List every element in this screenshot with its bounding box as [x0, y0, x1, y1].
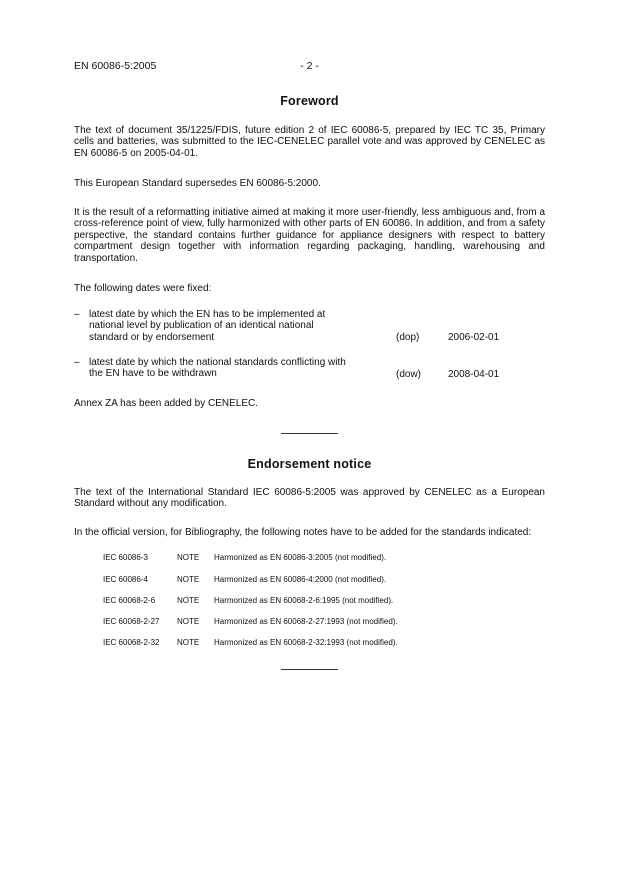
note-text: Harmonized as EN 60068-2-27:1993 (not modified). — [214, 617, 398, 626]
date-value: 2008-04-01 — [448, 369, 500, 380]
list-item-text: latest date by which the EN has to be implemented at national level by publication of an identical national standard or by endorsement — [89, 309, 326, 343]
note-standard: IEC 60068-2-27 — [103, 617, 160, 626]
foreword-paragraph-3: It is the result of a reformatting initiative aimed at making it more user-friendly, less ambiguous and, from a cross-reference point of view, fully harmonized with other parts of EN 60086. In addition, and from a safety perspective, the standard contains further guidance for appliance designers with respect to battery compartment design together with information regarding packaging, handling, warehousing and transportation. — [74, 207, 545, 264]
note-standard: IEC 60086-3 — [103, 553, 148, 562]
endorsement-paragraph-1: The text of the International Standard IEC 60086-5:2005 was approved by CENELEC as a European Standard without any modification. — [74, 487, 545, 510]
note-standard: IEC 60068-2-6 — [103, 596, 156, 605]
endorsement-paragraph-2: In the official version, for Bibliography, the following notes have to be added for the standards indicated: — [74, 527, 532, 538]
date-value: 2006-02-01 — [448, 332, 500, 343]
note-label: NOTE — [177, 575, 200, 584]
list-item-dash: – — [74, 357, 80, 368]
page-number: - 2 - — [300, 60, 319, 72]
note-standard: IEC 60086-4 — [103, 575, 148, 584]
note-text: Harmonized as EN 60086-4:2000 (not modified). — [214, 575, 387, 584]
note-text: Harmonized as EN 60068-2-6:1995 (not modified). — [214, 596, 394, 605]
note-label: NOTE — [177, 553, 200, 562]
note-standard: IEC 60068-2-32 — [103, 638, 160, 647]
note-text: Harmonized as EN 60086-3:2005 (not modified). — [214, 553, 387, 562]
note-label: NOTE — [177, 638, 200, 647]
foreword-paragraph-4: The following dates were fixed: — [74, 283, 212, 294]
section-divider — [281, 433, 338, 434]
date-code: (dop) — [396, 332, 420, 343]
document-id: EN 60086-5:2005 — [74, 60, 157, 72]
endorsement-heading: Endorsement notice — [247, 457, 372, 471]
list-item-dash: – — [74, 309, 80, 320]
date-code: (dow) — [396, 369, 422, 380]
list-item-text: latest date by which the national standards conflicting with the EN have to be withdrawn — [89, 357, 346, 380]
note-text: Harmonized as EN 60068-2-32:1993 (not modified). — [214, 638, 398, 647]
foreword-heading: Foreword — [280, 94, 339, 108]
foreword-paragraph-1: The text of document 35/1225/FDIS, future edition 2 of IEC 60086-5, prepared by IEC TC 35, Primary cells and batteries, was submitted to the IEC-CENELEC parallel vote and was approved by CENELEC as EN 60086-5 on 2005-04-01. — [74, 125, 545, 159]
note-label: NOTE — [177, 596, 200, 605]
note-label: NOTE — [177, 617, 200, 626]
foreword-paragraph-5: Annex ZA has been added by CENELEC. — [74, 398, 259, 409]
section-divider — [281, 669, 338, 670]
foreword-paragraph-2: This European Standard supersedes EN 60086-5:2000. — [74, 178, 321, 189]
